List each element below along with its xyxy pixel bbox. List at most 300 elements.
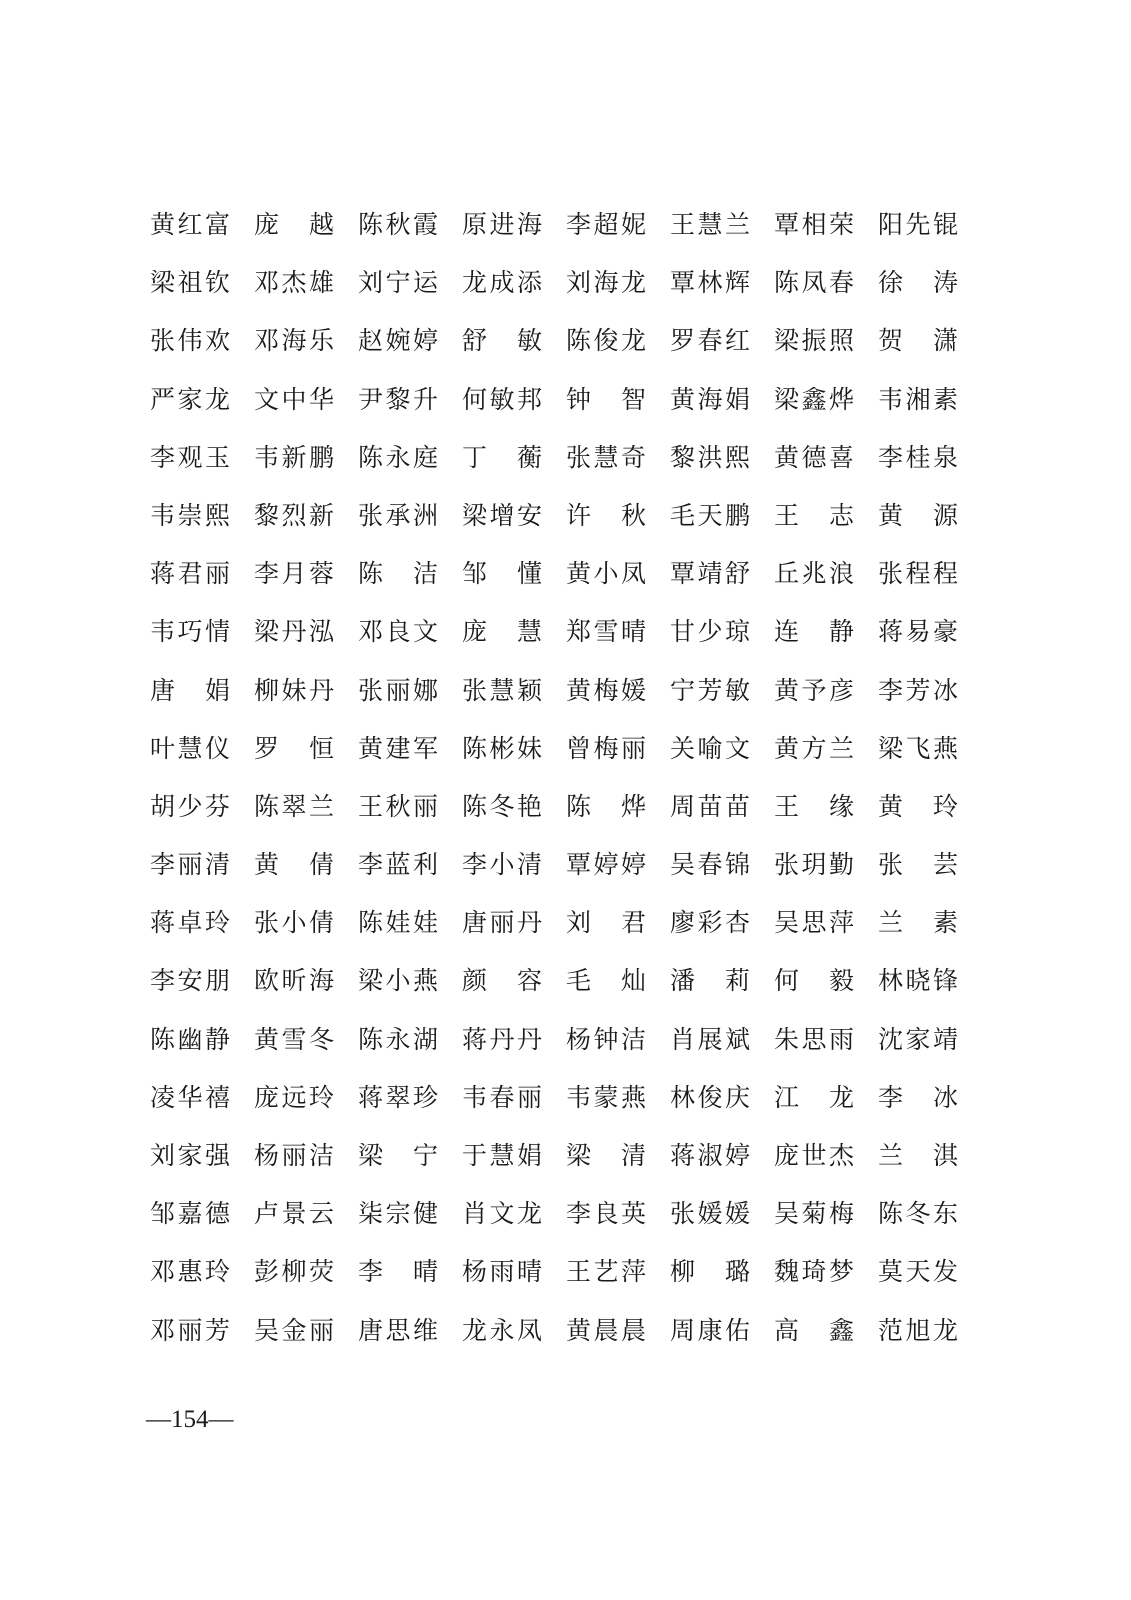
name-text: 韦湘素 bbox=[878, 384, 958, 414]
name-text: 李观玉 bbox=[150, 442, 230, 472]
name-text: 刘海龙 bbox=[566, 268, 646, 298]
name-entry bbox=[462, 545, 566, 603]
name-entry bbox=[878, 1243, 982, 1301]
name-text: 杨雨晴 bbox=[462, 1257, 542, 1287]
name-text: 张程程 bbox=[878, 559, 958, 589]
name-entry bbox=[566, 487, 670, 545]
name-entry bbox=[462, 836, 566, 894]
name-entry bbox=[878, 1302, 982, 1360]
name-text: 甘少琼 bbox=[670, 617, 750, 647]
name-entry bbox=[566, 603, 670, 661]
names-list bbox=[150, 196, 958, 1360]
name-text: 兰 淇 bbox=[878, 1141, 958, 1170]
name-text: 黄红富 bbox=[150, 210, 230, 239]
name-text: 吴思萍 bbox=[774, 908, 854, 938]
name-entry bbox=[150, 1069, 254, 1127]
name-text: 黄德喜 bbox=[774, 442, 854, 472]
name-text: 丘兆浪 bbox=[774, 559, 854, 589]
name-entry bbox=[670, 196, 774, 254]
name-entry bbox=[462, 603, 566, 661]
name-text: 欧昕海 bbox=[254, 966, 334, 996]
name-entry bbox=[150, 429, 254, 487]
name-entry bbox=[774, 1011, 878, 1069]
name-entry bbox=[150, 1011, 254, 1069]
name-text: 蒋淑婷 bbox=[670, 1141, 750, 1170]
name-entry bbox=[150, 662, 254, 720]
name-text: 庞世杰 bbox=[774, 1141, 854, 1170]
name-entry bbox=[670, 1302, 774, 1360]
name-entry bbox=[670, 720, 774, 778]
name-text: 罗 恒 bbox=[254, 733, 334, 763]
name-text: 王艺萍 bbox=[566, 1257, 646, 1287]
name-text: 龙成添 bbox=[462, 268, 542, 298]
name-entry bbox=[150, 1185, 254, 1243]
name-text: 邓丽芳 bbox=[150, 1315, 230, 1345]
name-entry bbox=[358, 1011, 462, 1069]
name-entry bbox=[670, 894, 774, 952]
name-entry bbox=[462, 894, 566, 952]
name-entry bbox=[254, 371, 358, 429]
name-text: 黄方兰 bbox=[774, 733, 854, 763]
name-text: 陈凤春 bbox=[774, 268, 854, 298]
name-entry bbox=[566, 1185, 670, 1243]
name-text: 邓杰雄 bbox=[254, 268, 334, 298]
name-entry bbox=[358, 836, 462, 894]
name-entry bbox=[670, 603, 774, 661]
name-entry bbox=[670, 1069, 774, 1127]
name-text: 唐思维 bbox=[358, 1315, 438, 1345]
name-entry bbox=[566, 196, 670, 254]
name-text: 文中华 bbox=[254, 384, 334, 414]
name-entry bbox=[254, 1011, 358, 1069]
name-entry bbox=[254, 1243, 358, 1301]
name-entry bbox=[150, 196, 254, 254]
name-text: 刘宁运 bbox=[358, 268, 438, 298]
name-entry bbox=[566, 662, 670, 720]
name-text: 吴菊梅 bbox=[774, 1199, 854, 1229]
name-entry bbox=[878, 1011, 982, 1069]
name-text: 黎烈新 bbox=[254, 500, 334, 530]
name-text: 潘 莉 bbox=[670, 966, 750, 996]
name-text: 邓惠玲 bbox=[150, 1257, 230, 1287]
name-text: 黎洪熙 bbox=[670, 442, 750, 472]
name-text: 于慧娟 bbox=[462, 1141, 542, 1170]
name-text: 李 晴 bbox=[358, 1257, 438, 1287]
name-entry bbox=[670, 1127, 774, 1185]
name-entry bbox=[566, 1011, 670, 1069]
name-entry bbox=[774, 1185, 878, 1243]
name-entry bbox=[670, 487, 774, 545]
name-text: 陈冬东 bbox=[878, 1199, 958, 1229]
name-entry bbox=[462, 196, 566, 254]
name-entry bbox=[462, 662, 566, 720]
name-entry bbox=[462, 429, 566, 487]
name-text: 黄 玲 bbox=[878, 791, 958, 821]
name-text: 许 秋 bbox=[566, 500, 646, 530]
name-text: 黄海娟 bbox=[670, 384, 750, 414]
name-text: 王慧兰 bbox=[670, 210, 750, 239]
name-text: 覃相荣 bbox=[774, 210, 854, 239]
name-text: 邓海乐 bbox=[254, 326, 334, 356]
name-entry bbox=[566, 894, 670, 952]
name-text: 梁丹泓 bbox=[254, 617, 334, 647]
name-entry bbox=[150, 371, 254, 429]
name-text: 杨钟洁 bbox=[566, 1024, 646, 1054]
name-text: 邓良文 bbox=[358, 617, 438, 647]
name-entry bbox=[254, 1185, 358, 1243]
name-text: 王秋丽 bbox=[358, 791, 438, 821]
name-entry bbox=[358, 1185, 462, 1243]
name-text: 贺 潇 bbox=[878, 326, 958, 356]
name-entry bbox=[774, 603, 878, 661]
name-text: 徐 涛 bbox=[878, 268, 958, 298]
name-text: 唐丽丹 bbox=[462, 908, 542, 938]
name-text: 韦蒙燕 bbox=[566, 1082, 646, 1112]
name-text: 李良英 bbox=[566, 1199, 646, 1229]
name-text: 曾梅丽 bbox=[566, 733, 646, 763]
name-text: 张慧颖 bbox=[462, 675, 542, 705]
name-text: 陈翠兰 bbox=[254, 791, 334, 821]
name-entry bbox=[462, 1011, 566, 1069]
name-entry bbox=[254, 603, 358, 661]
name-entry bbox=[774, 1069, 878, 1127]
name-entry bbox=[150, 894, 254, 952]
name-entry bbox=[878, 894, 982, 952]
name-entry bbox=[878, 487, 982, 545]
name-entry bbox=[358, 778, 462, 836]
name-entry bbox=[774, 545, 878, 603]
name-entry bbox=[150, 254, 254, 312]
name-entry bbox=[878, 1185, 982, 1243]
name-text: 原进海 bbox=[462, 210, 542, 239]
name-text: 邹嘉德 bbox=[150, 1199, 230, 1229]
name-text: 李安朋 bbox=[150, 966, 230, 996]
name-entry bbox=[566, 371, 670, 429]
name-text: 连 静 bbox=[774, 617, 854, 647]
name-entry bbox=[462, 1302, 566, 1360]
name-entry bbox=[774, 836, 878, 894]
name-text: 尹黎升 bbox=[358, 384, 438, 414]
name-text: 覃靖舒 bbox=[670, 559, 750, 589]
name-text: 张小倩 bbox=[254, 908, 334, 938]
name-entry bbox=[358, 1302, 462, 1360]
name-entry bbox=[254, 894, 358, 952]
name-text: 江 龙 bbox=[774, 1082, 854, 1112]
name-entry bbox=[670, 778, 774, 836]
name-entry bbox=[150, 545, 254, 603]
name-entry bbox=[670, 312, 774, 370]
name-text: 颜 容 bbox=[462, 966, 542, 996]
name-text: 柳妹丹 bbox=[254, 675, 334, 705]
name-text: 兰 素 bbox=[878, 908, 958, 938]
name-entry bbox=[150, 1127, 254, 1185]
name-entry bbox=[462, 371, 566, 429]
name-text: 阳先锟 bbox=[878, 210, 958, 239]
name-text: 王 志 bbox=[774, 500, 854, 530]
name-text: 梁 清 bbox=[566, 1141, 646, 1170]
name-entry bbox=[878, 952, 982, 1010]
name-entry bbox=[670, 254, 774, 312]
name-entry bbox=[462, 312, 566, 370]
name-entry bbox=[462, 254, 566, 312]
name-entry bbox=[254, 720, 358, 778]
name-entry bbox=[462, 1243, 566, 1301]
name-text: 柳 璐 bbox=[670, 1257, 750, 1287]
name-text: 黄建军 bbox=[358, 733, 438, 763]
name-entry bbox=[878, 196, 982, 254]
name-entry bbox=[358, 312, 462, 370]
name-text: 张 芸 bbox=[878, 850, 958, 880]
name-entry bbox=[358, 1127, 462, 1185]
name-text: 陈秋霞 bbox=[358, 210, 438, 239]
name-entry bbox=[878, 662, 982, 720]
name-entry bbox=[878, 371, 982, 429]
name-entry bbox=[462, 1185, 566, 1243]
name-text: 韦新鹏 bbox=[254, 442, 334, 472]
name-text: 覃婷婷 bbox=[566, 850, 646, 880]
name-entry bbox=[670, 429, 774, 487]
name-text: 莫天发 bbox=[878, 1257, 958, 1287]
name-text: 黄晨晨 bbox=[566, 1315, 646, 1345]
name-entry bbox=[774, 487, 878, 545]
name-entry bbox=[878, 545, 982, 603]
name-entry bbox=[566, 545, 670, 603]
name-entry bbox=[670, 1243, 774, 1301]
name-entry bbox=[566, 778, 670, 836]
name-entry bbox=[878, 254, 982, 312]
name-entry bbox=[150, 312, 254, 370]
name-entry bbox=[878, 603, 982, 661]
name-entry bbox=[462, 952, 566, 1010]
name-text: 黄 源 bbox=[878, 500, 958, 530]
name-text: 蒋易豪 bbox=[878, 617, 958, 647]
name-text: 韦崇熙 bbox=[150, 500, 230, 530]
name-entry bbox=[254, 429, 358, 487]
name-text: 宁芳敏 bbox=[670, 675, 750, 705]
name-text: 严家龙 bbox=[150, 384, 230, 414]
name-entry bbox=[150, 487, 254, 545]
name-text: 陈俊龙 bbox=[566, 326, 646, 356]
page-number: —154— bbox=[146, 1406, 234, 1433]
name-text: 蒋卓玲 bbox=[150, 908, 230, 938]
name-text: 梁 宁 bbox=[358, 1141, 438, 1170]
name-text: 朱思雨 bbox=[774, 1024, 854, 1054]
name-text: 凌华禧 bbox=[150, 1082, 230, 1112]
name-text: 魏琦梦 bbox=[774, 1257, 854, 1287]
name-text: 梁鑫烨 bbox=[774, 384, 854, 414]
name-text: 陈冬艳 bbox=[462, 791, 542, 821]
name-text: 庞 越 bbox=[254, 210, 334, 239]
name-entry bbox=[358, 196, 462, 254]
name-text: 周苗苗 bbox=[670, 791, 750, 821]
name-text: 覃林辉 bbox=[670, 268, 750, 298]
name-text: 蒋君丽 bbox=[150, 559, 230, 589]
name-entry bbox=[878, 836, 982, 894]
name-entry bbox=[254, 487, 358, 545]
name-entry bbox=[358, 1069, 462, 1127]
name-entry bbox=[670, 371, 774, 429]
name-text: 龙永凤 bbox=[462, 1315, 542, 1345]
name-text: 罗春红 bbox=[670, 326, 750, 356]
name-entry bbox=[670, 1185, 774, 1243]
name-entry bbox=[254, 1302, 358, 1360]
name-text: 林晓锋 bbox=[878, 966, 958, 996]
name-entry bbox=[150, 952, 254, 1010]
name-entry bbox=[566, 836, 670, 894]
name-text: 钟 智 bbox=[566, 384, 646, 414]
name-entry bbox=[254, 952, 358, 1010]
name-entry bbox=[670, 545, 774, 603]
name-entry bbox=[566, 1243, 670, 1301]
name-entry bbox=[566, 429, 670, 487]
name-entry bbox=[150, 1243, 254, 1301]
name-entry bbox=[774, 196, 878, 254]
name-entry bbox=[462, 1069, 566, 1127]
name-entry bbox=[566, 1069, 670, 1127]
name-text: 肖文龙 bbox=[462, 1199, 542, 1229]
name-entry bbox=[566, 952, 670, 1010]
name-entry bbox=[670, 836, 774, 894]
name-entry bbox=[358, 952, 462, 1010]
name-text: 陈永湖 bbox=[358, 1024, 438, 1054]
name-entry bbox=[774, 371, 878, 429]
name-entry bbox=[878, 1069, 982, 1127]
name-text: 李丽清 bbox=[150, 850, 230, 880]
name-text: 叶慧仪 bbox=[150, 733, 230, 763]
name-text: 蒋翠珍 bbox=[358, 1082, 438, 1112]
name-text: 庞 慧 bbox=[462, 617, 542, 647]
name-text: 庞远玲 bbox=[254, 1082, 334, 1112]
name-entry bbox=[878, 720, 982, 778]
name-entry bbox=[358, 371, 462, 429]
name-entry bbox=[150, 778, 254, 836]
name-text: 陈彬妹 bbox=[462, 733, 542, 763]
name-entry bbox=[774, 312, 878, 370]
name-text: 梁增安 bbox=[462, 500, 542, 530]
name-entry bbox=[358, 603, 462, 661]
name-entry bbox=[774, 894, 878, 952]
name-entry bbox=[358, 429, 462, 487]
name-text: 张伟欢 bbox=[150, 326, 230, 356]
name-entry bbox=[774, 952, 878, 1010]
name-text: 韦春丽 bbox=[462, 1082, 542, 1112]
name-text: 卢景云 bbox=[254, 1199, 334, 1229]
name-text: 张慧奇 bbox=[566, 442, 646, 472]
name-text: 吴春锦 bbox=[670, 850, 750, 880]
name-entry bbox=[774, 1243, 878, 1301]
name-text: 陈幽静 bbox=[150, 1024, 230, 1054]
name-text: 陈娃娃 bbox=[358, 908, 438, 938]
name-entry bbox=[254, 662, 358, 720]
name-entry bbox=[150, 1302, 254, 1360]
name-text: 黄予彦 bbox=[774, 675, 854, 705]
name-text: 胡少芬 bbox=[150, 791, 230, 821]
name-entry bbox=[358, 254, 462, 312]
name-entry bbox=[358, 662, 462, 720]
name-text: 王 缘 bbox=[774, 791, 854, 821]
name-text: 范旭龙 bbox=[878, 1315, 958, 1345]
name-entry bbox=[254, 836, 358, 894]
name-text: 何敏邦 bbox=[462, 384, 542, 414]
name-entry bbox=[670, 952, 774, 1010]
name-text: 李芳冰 bbox=[878, 675, 958, 705]
name-text: 郑雪晴 bbox=[566, 617, 646, 647]
name-entry bbox=[358, 894, 462, 952]
name-text: 陈永庭 bbox=[358, 442, 438, 472]
name-entry bbox=[774, 254, 878, 312]
name-text: 关喻文 bbox=[670, 733, 750, 763]
name-text: 杨丽洁 bbox=[254, 1141, 334, 1170]
name-entry bbox=[774, 662, 878, 720]
name-text: 邹 懂 bbox=[462, 559, 542, 589]
name-text: 高 鑫 bbox=[774, 1315, 854, 1345]
name-text: 林俊庆 bbox=[670, 1082, 750, 1112]
name-text: 梁振照 bbox=[774, 326, 854, 356]
name-entry bbox=[566, 254, 670, 312]
name-text: 蒋丹丹 bbox=[462, 1024, 542, 1054]
name-entry bbox=[774, 778, 878, 836]
name-text: 张丽娜 bbox=[358, 675, 438, 705]
name-text: 李超妮 bbox=[566, 210, 646, 239]
name-entry bbox=[774, 1127, 878, 1185]
name-entry bbox=[462, 720, 566, 778]
name-entry bbox=[150, 720, 254, 778]
name-text: 赵婉婷 bbox=[358, 326, 438, 356]
name-text: 周康佑 bbox=[670, 1315, 750, 1345]
name-entry bbox=[254, 196, 358, 254]
name-entry bbox=[670, 1011, 774, 1069]
name-text: 吴金丽 bbox=[254, 1315, 334, 1345]
name-entry bbox=[358, 720, 462, 778]
name-text: 张媛媛 bbox=[670, 1199, 750, 1229]
name-entry bbox=[254, 1069, 358, 1127]
name-entry bbox=[462, 487, 566, 545]
name-text: 李月蓉 bbox=[254, 559, 334, 589]
name-text: 刘 君 bbox=[566, 908, 646, 938]
name-entry bbox=[878, 1127, 982, 1185]
name-entry bbox=[566, 1302, 670, 1360]
name-entry bbox=[358, 487, 462, 545]
name-entry bbox=[566, 1127, 670, 1185]
name-entry bbox=[774, 720, 878, 778]
name-entry bbox=[358, 1243, 462, 1301]
name-entry bbox=[878, 778, 982, 836]
name-text: 唐 娟 bbox=[150, 675, 230, 705]
name-text: 黄小凤 bbox=[566, 559, 646, 589]
name-text: 彭柳荧 bbox=[254, 1257, 334, 1287]
name-text: 张承洲 bbox=[358, 500, 438, 530]
name-text: 李蓝利 bbox=[358, 850, 438, 880]
name-text: 黄 倩 bbox=[254, 850, 334, 880]
name-text: 李小清 bbox=[462, 850, 542, 880]
name-entry bbox=[774, 1302, 878, 1360]
name-text: 张玥勤 bbox=[774, 850, 854, 880]
name-entry bbox=[566, 720, 670, 778]
name-entry bbox=[254, 1127, 358, 1185]
name-entry bbox=[254, 312, 358, 370]
name-entry bbox=[150, 603, 254, 661]
name-text: 沈家靖 bbox=[878, 1024, 958, 1054]
name-text: 陈 烨 bbox=[566, 791, 646, 821]
name-text: 毛天鹏 bbox=[670, 500, 750, 530]
name-text: 舒 敏 bbox=[462, 326, 542, 356]
name-entry bbox=[566, 312, 670, 370]
name-entry bbox=[774, 429, 878, 487]
name-entry bbox=[254, 545, 358, 603]
name-text: 韦巧情 bbox=[150, 617, 230, 647]
name-text: 陈 洁 bbox=[358, 559, 438, 589]
name-text: 刘家强 bbox=[150, 1141, 230, 1170]
